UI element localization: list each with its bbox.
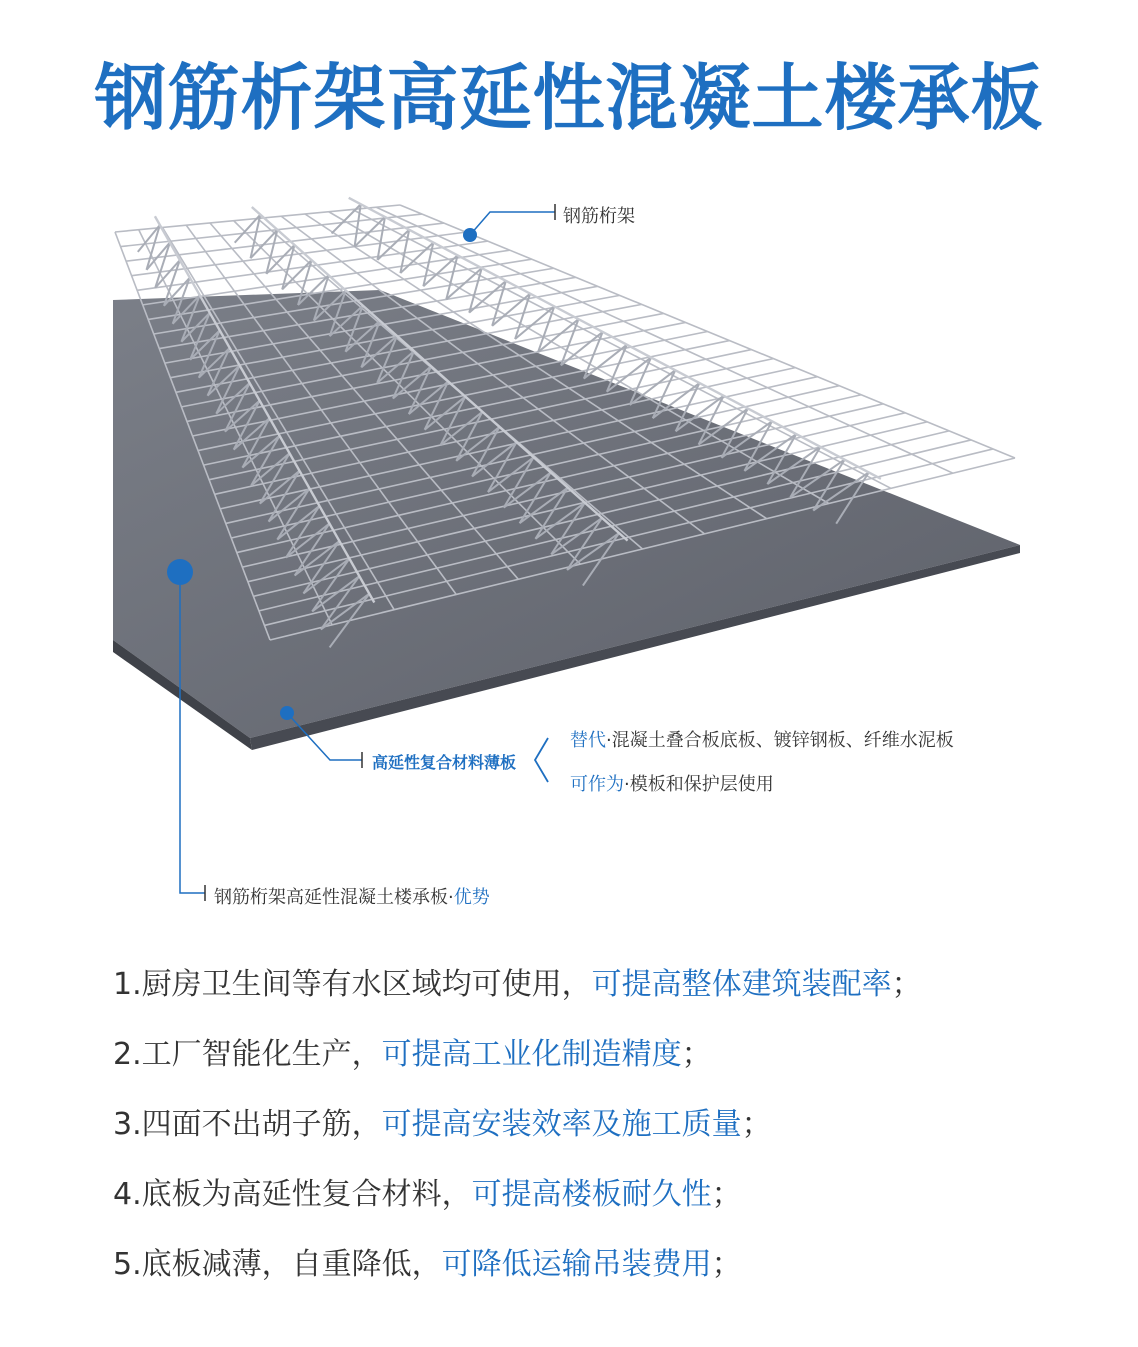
use-prefix: 可作为 xyxy=(570,774,624,795)
use-text: ·模板和保护层使用 xyxy=(624,774,774,795)
advantage-end: ； xyxy=(741,1107,772,1142)
sheet-label-text: 高延性复合材料薄板 xyxy=(372,753,517,772)
advantage-text: 底板为高延性复合材料， xyxy=(141,1177,472,1212)
advantages-list xyxy=(113,958,922,1308)
sheet-marker-dot xyxy=(280,706,294,720)
use-note xyxy=(570,770,774,796)
replace-text: ·混凝土叠合板底板、镀锌钢板、纤维水泥板 xyxy=(606,730,954,751)
advantage-number: 4. xyxy=(113,1177,142,1212)
advantage-number: 1. xyxy=(113,967,142,1002)
product-label xyxy=(214,883,490,909)
advantage-end: ； xyxy=(681,1037,712,1072)
page-title: 钢筋析架高延性混凝土楼承板 xyxy=(94,56,1044,140)
floor-deck-illustration xyxy=(0,180,1138,940)
truss-marker-dot xyxy=(463,228,477,242)
advantage-highlight: 可降低运输吊装费用 xyxy=(441,1247,712,1282)
product-marker-dot xyxy=(167,559,193,585)
truss-label: 钢筋桁架 xyxy=(563,206,635,227)
rebar xyxy=(137,241,488,290)
truss-leader-line xyxy=(470,212,555,235)
advantage-item xyxy=(113,1238,922,1308)
rebar xyxy=(121,214,422,247)
advantage-text: 底板减薄，自重降低， xyxy=(141,1247,442,1282)
advantage-highlight: 可提高楼板耐久性 xyxy=(471,1177,712,1212)
advantage-end: ； xyxy=(711,1177,742,1212)
advantage-end: ； xyxy=(711,1247,742,1282)
advantage-number: 3. xyxy=(113,1107,142,1142)
rebar xyxy=(446,255,457,299)
sheet-label xyxy=(372,750,516,773)
advantage-item xyxy=(113,1028,922,1098)
advantage-item xyxy=(113,1168,922,1238)
replace-prefix: 替代 xyxy=(570,730,606,751)
advantage-text: 工厂智能化生产， xyxy=(141,1037,382,1072)
composite-sheet xyxy=(113,290,1020,738)
advantage-highlight: 可提高工业化制造精度 xyxy=(381,1037,682,1072)
product-label-main: 钢筋桁架高延性混凝土楼承板· xyxy=(214,887,454,908)
advantage-number: 2. xyxy=(113,1037,142,1072)
advantage-text: 四面不出胡子筋， xyxy=(141,1107,382,1142)
brace-icon xyxy=(535,738,548,782)
advantage-item xyxy=(113,1098,922,1168)
product-label-advantage: 优势 xyxy=(453,887,490,908)
advantage-item xyxy=(113,958,922,1028)
advantage-number: 5. xyxy=(113,1247,142,1282)
advantage-text: 厨房卫生间等有水区域均可使用， xyxy=(141,967,592,1002)
advantage-highlight: 可提高安装效率及施工质量 xyxy=(381,1107,742,1142)
advantage-end: ； xyxy=(891,967,922,1002)
replace-note xyxy=(570,726,954,752)
advantage-highlight: 可提高整体建筑装配率 xyxy=(591,967,892,1002)
